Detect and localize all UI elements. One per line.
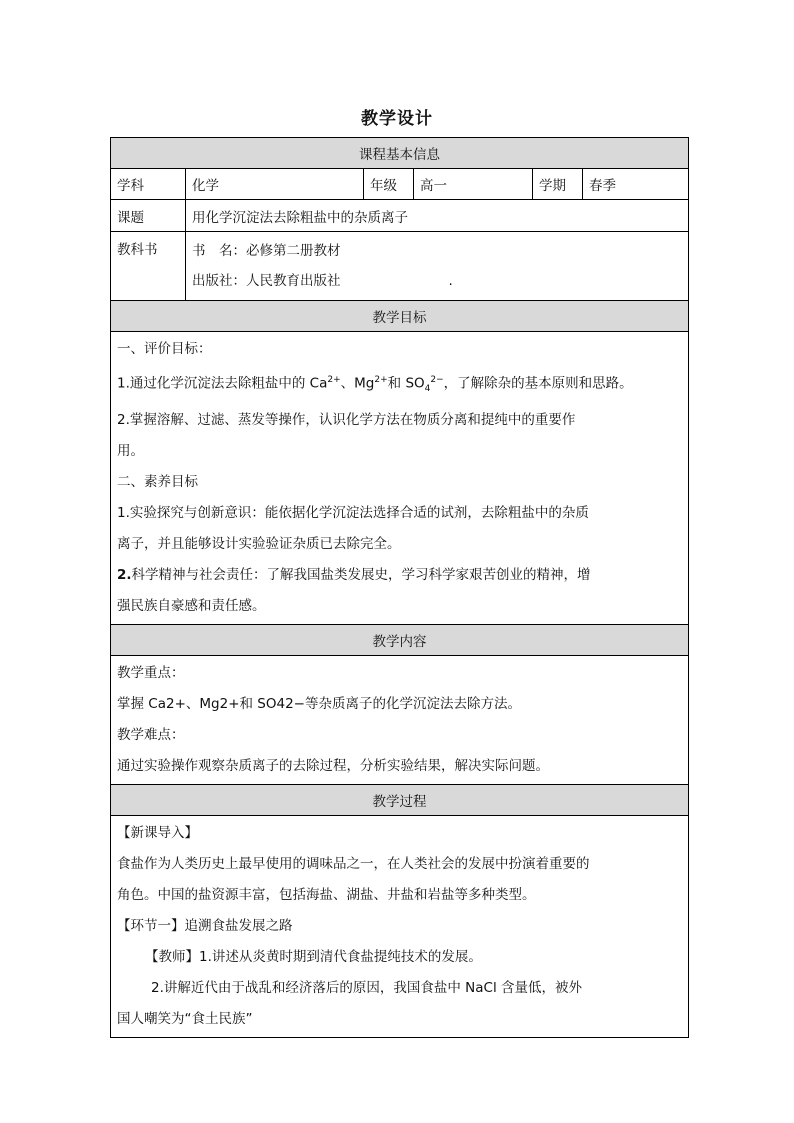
eval-1-end: ，了解除杂的基本原则和思路。 [443, 375, 633, 392]
eval-item-1 [117, 365, 682, 405]
literacy-item-1-line2: 离子，并且能够设计实验验证杂质已去除完全。 [117, 536, 401, 553]
literacy-item-2-line1 [117, 560, 682, 591]
content-block [111, 656, 689, 785]
term-label: 学期 [533, 169, 583, 200]
so-charge: 2− [430, 375, 444, 385]
process-block [111, 816, 689, 1038]
eval-heading: 一、评价目标： [117, 341, 212, 357]
intro-line-1: 食盐作为人类历史上最早使用的调味品之一，在人类社会的发展中扮演着重要的 [117, 856, 590, 873]
section-objectives: 教学目标 [111, 301, 689, 332]
literacy-item-2-line2: 强民族自豪感和责任感。 [117, 598, 266, 615]
intro-heading: 【新课导入】 [117, 825, 198, 842]
eval-1-so: 和 SO [387, 375, 425, 392]
book-name: 书 名：必修第二册教材 [192, 243, 341, 259]
textbook-label: 教科书 [111, 232, 186, 301]
section-process: 教学过程 [111, 785, 689, 816]
page-title: 教学设计 [361, 109, 433, 129]
eval-1-mg: 、Mg [340, 375, 375, 392]
key-point-text: 掌握 Ca2+、Mg2+和 SO42−等杂质离子的化学沉淀法去除方法。 [117, 696, 521, 713]
publisher-line [192, 266, 682, 296]
lesson-plan-table [110, 137, 689, 1038]
literacy-item-2-text: 科学精神与社会责任：了解我国盐类发展史，学习科学家艰苦创业的精神，增 [131, 567, 591, 584]
mg-charge: 2+ [374, 375, 388, 385]
intro-line-2: 角色。中国的盐资源丰富，包括海盐、湖盐、井盐和岩盐等多种类型。 [117, 887, 536, 904]
topic-value: 用化学沉淀法去除粗盐中的杂质离子 [186, 200, 689, 232]
grade-value: 高一 [414, 169, 533, 200]
difficulty-label: 教学难点： [117, 727, 185, 744]
section-content: 教学内容 [111, 625, 689, 656]
topic-label: 课题 [111, 200, 186, 232]
grade-label: 年级 [364, 169, 414, 200]
subject-value: 化学 [186, 169, 364, 200]
teacher-item-2-line1: 2.讲解近代由于战乱和经济落后的原因，我国食盐中 NaCl 含量低，被外 [151, 980, 583, 997]
publisher: 出版社：人民教育出版社 [192, 273, 341, 289]
literacy-heading: 二、素养目标 [117, 474, 198, 491]
eval-item-2-line1: 2.掌握溶解、过滤、蒸发等操作，认识化学方法在物质分离和提纯中的重要作 [117, 412, 576, 429]
literacy-item-2-number: 2. [117, 567, 132, 584]
eval-item-2-line2: 用。 [117, 443, 144, 460]
textbook-info [186, 232, 689, 301]
subject-label: 学科 [111, 169, 186, 200]
literacy-item-1-line1: 1.实验探究与创新意识：能依据化学沉淀法选择合适的试剂，去除粗盐中的杂质 [117, 505, 589, 522]
section-basic-info: 课程基本信息 [111, 138, 689, 169]
publisher-dot: . [448, 273, 453, 289]
step-1-heading: 【环节一】追溯食盐发展之路 [117, 918, 293, 935]
teacher-item-2-line2: 国人嘲笑为“食土民族” [117, 1011, 253, 1028]
key-point-label: 教学重点： [117, 665, 185, 682]
difficulty-text: 通过实验操作观察杂质离子的去除过程，分析实验结果，解决实际问题。 [117, 758, 549, 775]
ca-charge: 2+ [327, 375, 341, 385]
teacher-item-1: 【教师】1.讲述从炎黄时期到清代食盐提纯技术的发展。 [145, 949, 482, 966]
so-subscript: 4 [424, 384, 431, 395]
term-value: 春季 [583, 169, 689, 200]
eval-1-text: 1.通过化学沉淀法去除粗盐中的 Ca [117, 375, 328, 392]
objectives-block [111, 332, 689, 625]
